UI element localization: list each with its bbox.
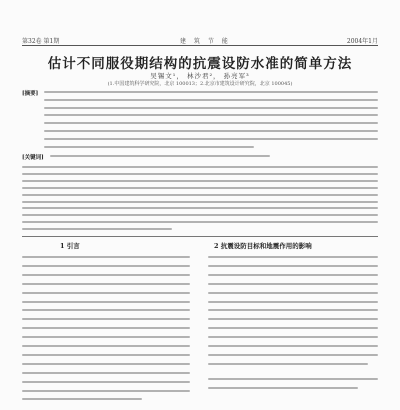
section-1-heading: 1 引言	[60, 242, 80, 250]
english-abstract-line	[22, 221, 378, 223]
english-abstract-line	[22, 180, 378, 182]
body-left-line	[22, 381, 190, 383]
paper-affiliation: (1.中国建筑科学研究院，北京 100013；2.北京市建筑设计研究院，北京 100045)	[107, 81, 293, 87]
body-right-line	[208, 336, 378, 338]
english-abstract-line	[22, 214, 378, 216]
paper-authors: 吴锡文¹， 林沙君²， 孙亮军³	[150, 72, 250, 80]
body-right-bottom-line	[208, 378, 378, 380]
abstract-text-line	[44, 138, 378, 140]
body-right-line	[208, 354, 378, 356]
header-journal: 建 筑 节 能	[180, 38, 231, 45]
abstract-text-line	[44, 146, 254, 148]
english-abstract-line	[22, 194, 378, 196]
keywords-label: [关键词]	[22, 155, 44, 161]
body-left-line	[22, 345, 190, 347]
paper-title: 估计不同服役期结构的抗震设防水准的简单方法	[47, 56, 353, 72]
body-left-line	[22, 309, 190, 311]
body-right-line	[208, 256, 378, 258]
body-left-line	[22, 372, 190, 374]
english-abstract-line	[22, 166, 378, 168]
abstract-text-line	[44, 107, 378, 109]
body-right-line	[208, 274, 378, 276]
body-right-line	[208, 292, 378, 294]
body-left-line	[22, 354, 190, 356]
body-right-line	[208, 363, 368, 365]
body-left-line	[22, 265, 190, 267]
body-left-line	[22, 336, 190, 338]
abstract-label: [摘要]	[22, 91, 39, 97]
english-abstract-line	[22, 207, 378, 209]
keywords-text-line	[50, 155, 270, 157]
body-right-line	[208, 301, 378, 303]
section-divider	[22, 236, 378, 237]
abstract-text-line	[44, 122, 378, 124]
english-abstract-line	[22, 201, 378, 203]
body-left-line	[22, 363, 190, 365]
body-left-line	[22, 256, 190, 258]
body-right-bottom-line	[208, 387, 358, 389]
body-left-line	[22, 398, 142, 400]
english-abstract-line	[22, 187, 378, 189]
body-right-line	[208, 283, 378, 285]
abstract-text-line	[44, 99, 378, 101]
body-left-line	[22, 390, 190, 392]
english-abstract-line	[22, 228, 172, 230]
body-left-line	[22, 274, 190, 276]
body-left-line	[22, 292, 190, 294]
header-date: 2004年1月	[346, 38, 378, 45]
body-left-line	[22, 301, 190, 303]
body-left-line	[22, 318, 190, 320]
section-2-heading: 2 抗震设防目标和地震作用的影响	[214, 242, 312, 250]
english-abstract-line	[22, 173, 378, 175]
body-left-line	[22, 283, 190, 285]
body-right-line	[208, 309, 378, 311]
body-right-line	[208, 318, 378, 320]
abstract-text-line	[44, 91, 378, 93]
body-right-line	[208, 327, 378, 329]
header-volume: 第32卷 第1期	[22, 38, 60, 45]
abstract-text-line	[44, 130, 378, 132]
body-left-line	[22, 327, 190, 329]
abstract-text-line	[44, 114, 378, 116]
body-right-line	[208, 345, 378, 347]
body-right-line	[208, 265, 378, 267]
